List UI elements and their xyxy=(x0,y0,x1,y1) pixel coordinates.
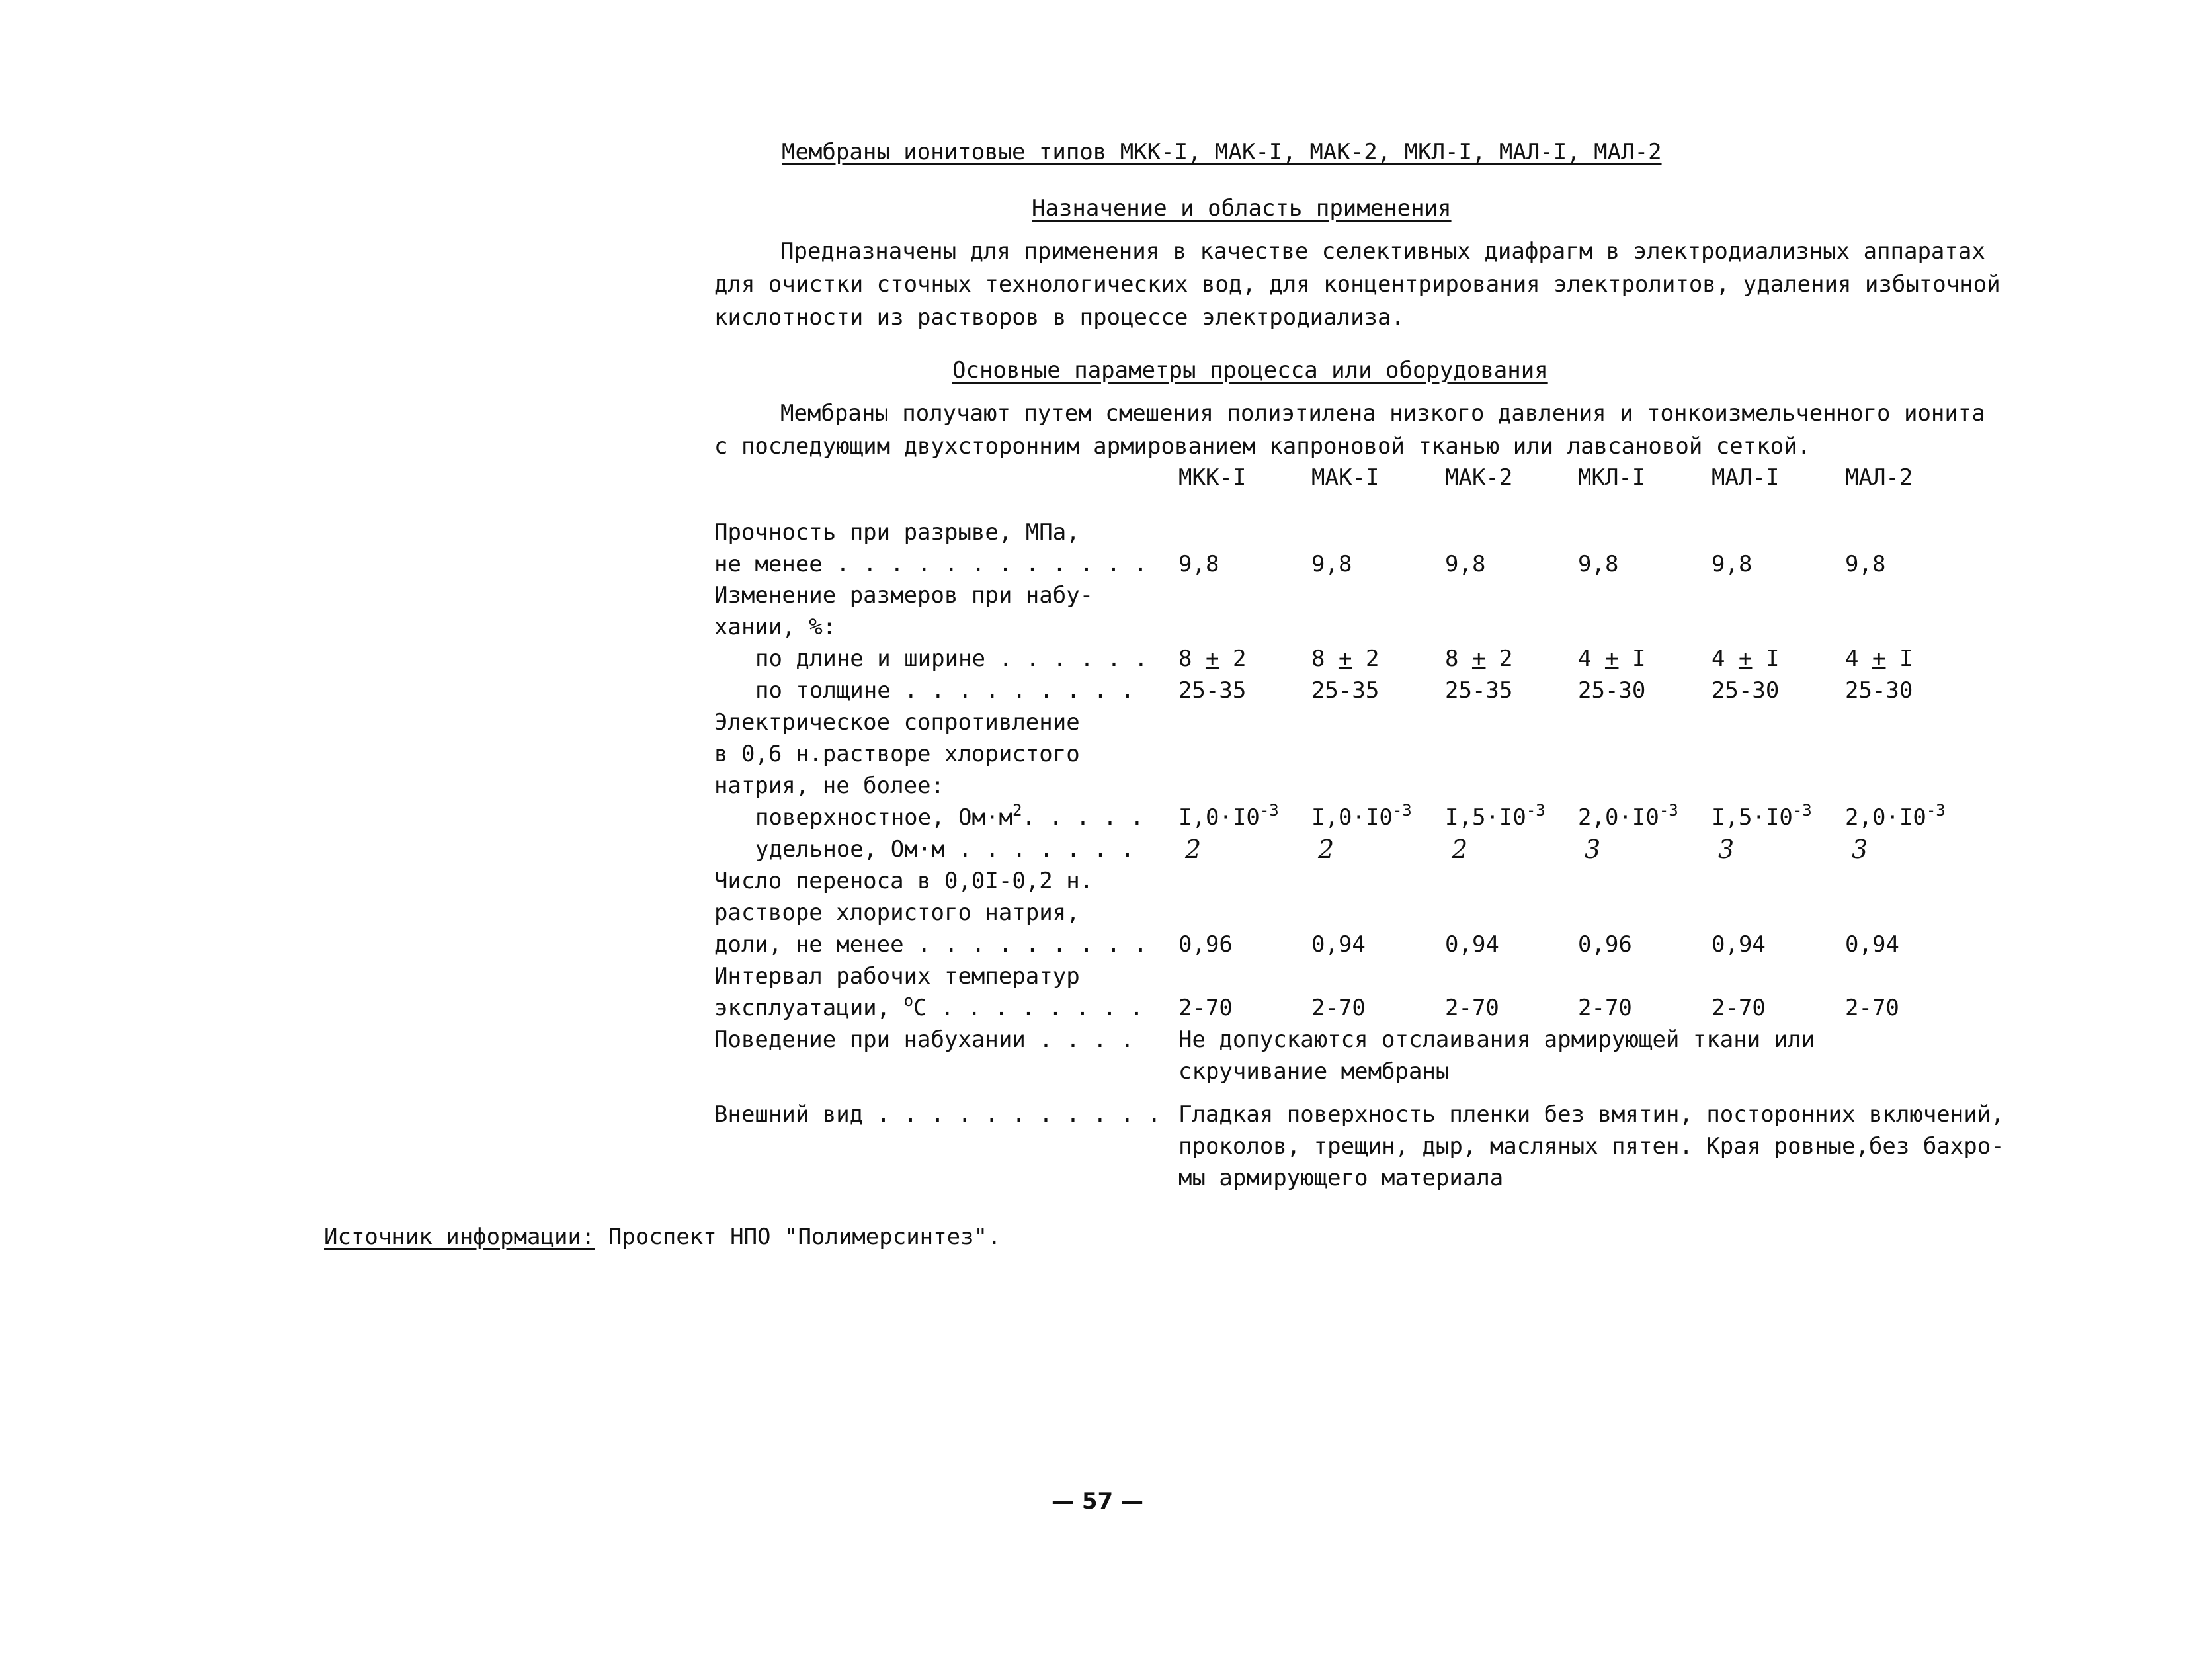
parameters-line-2: с последующим двухсторонним армированием капроновой тканью или лавсановой сеткой. xyxy=(714,433,1811,460)
table-cell: 4 + I xyxy=(1712,646,1780,672)
source-note: Источник информации: Проспект НПО "Полимерсинтез". xyxy=(324,1224,1001,1250)
table-cell: 3 xyxy=(1585,835,1601,864)
table-cell: 2 xyxy=(1318,835,1335,864)
resistance-specific-label: удельное, Ом·м . . . . . . . xyxy=(755,836,1135,862)
table-cell: 2-70 xyxy=(1311,995,1366,1021)
table-cell: 9,8 xyxy=(1311,551,1352,577)
table-cell: 2 xyxy=(1452,835,1468,864)
table-cell: 2-70 xyxy=(1445,995,1499,1021)
table-cell: 2-70 xyxy=(1178,995,1233,1021)
table-cell: 0,94 xyxy=(1445,931,1499,958)
table-cell: 25-30 xyxy=(1712,677,1780,704)
temperature-label-1: Интервал рабочих температур xyxy=(714,963,1080,989)
table-cell: 0,94 xyxy=(1845,931,1899,958)
column-header: МАК-2 xyxy=(1445,464,1513,491)
table-cell: 8 + 2 xyxy=(1311,646,1380,672)
table-cell: $I,5\cdot I0^{-3}$ xyxy=(1445,801,1546,831)
table-cell: 9,8 xyxy=(1712,551,1753,577)
transfer-label-3: доли, не менее . . . . . . . . . xyxy=(714,931,1148,958)
transfer-label-2: растворе хлористого натрия, xyxy=(714,900,1080,926)
table-cell: 4 + I xyxy=(1845,646,1913,672)
table-cell: 25-35 xyxy=(1445,677,1513,704)
behavior-text-1: Не допускаются отслаивания армирующей ткани или xyxy=(1178,1027,1815,1053)
table-cell: 2-70 xyxy=(1712,995,1766,1021)
table-cell: 4 + I xyxy=(1578,646,1646,672)
table-cell: 9,8 xyxy=(1845,551,1886,577)
table-cell: 2-70 xyxy=(1578,995,1632,1021)
behavior-label: Поведение при набухании . . . . xyxy=(714,1027,1134,1053)
table-cell: 2-70 xyxy=(1845,995,1899,1021)
table-cell: 25-35 xyxy=(1178,677,1247,704)
table-cell: 9,8 xyxy=(1445,551,1486,577)
parameters-line-1: Мембраны получают путем смешения полиэтилена низкого давления и тонкоизмельченного ионита xyxy=(780,400,1985,427)
strength-label-1: Прочность при разрыве, МПа, xyxy=(714,519,1080,546)
table-cell: 2 xyxy=(1185,835,1202,864)
behavior-text-2: скручивание мембраны xyxy=(1178,1058,1450,1085)
purpose-line-1: Предназначены для применения в качестве селективных диафрагм в электродиализных аппаратах xyxy=(780,238,1985,265)
strength-label-2: не менее . . . . . . . . . . . . xyxy=(714,551,1148,577)
column-header: МКК-I xyxy=(1178,464,1247,491)
resistance-label-1: Электрическое сопротивление xyxy=(714,709,1080,735)
table-cell: 0,96 xyxy=(1178,931,1233,958)
column-header: МАЛ-I xyxy=(1712,464,1780,491)
resistance-label-3: натрия, не более: xyxy=(714,773,944,799)
appearance-text-2: проколов, трещин, дыр, масляных пятен. Края ровные,без бахро- xyxy=(1178,1133,2004,1159)
table-cell: 3 xyxy=(1852,835,1868,864)
resistance-surface-label: поверхностное, $Ом\cdot м^2$. . . . . xyxy=(755,801,1144,831)
table-cell: 3 xyxy=(1718,835,1735,864)
table-cell: 0,94 xyxy=(1311,931,1366,958)
table-cell: 9,8 xyxy=(1178,551,1219,577)
table-cell: $I,5\cdot I0^{-3}$ xyxy=(1712,801,1812,831)
table-cell: $2,0\cdot I0^{-3}$ xyxy=(1578,801,1678,831)
resistance-label-2: в 0,6 н.растворе хлористого xyxy=(714,741,1080,767)
column-header: МАК-I xyxy=(1311,464,1380,491)
swelling-label-1: Изменение размеров при набу- xyxy=(714,582,1094,609)
table-cell: 25-35 xyxy=(1311,677,1380,704)
swelling-label-2: хании, %: xyxy=(714,614,837,640)
table-cell: 25-30 xyxy=(1845,677,1913,704)
appearance-text-1: Гладкая поверхность пленки без вмятин, посторонних включений, xyxy=(1178,1101,2004,1128)
table-cell: 25-30 xyxy=(1578,677,1646,704)
swelling-thickness-label: по толщине . . . . . . . . . xyxy=(755,677,1135,704)
appearance-label: Внешний вид . . . . . . . . . . . xyxy=(714,1101,1161,1128)
appearance-text-3: мы армирующего материала xyxy=(1178,1165,1504,1191)
table-cell: 8 + 2 xyxy=(1445,646,1513,672)
table-cell: $I,0\cdot I0^{-3}$ xyxy=(1311,801,1412,831)
table-cell: 0,94 xyxy=(1712,931,1766,958)
table-cell: 0,96 xyxy=(1578,931,1632,958)
swelling-length-label: по длине и ширине . . . . . . xyxy=(755,646,1148,672)
section-heading-parameters: Основные параметры процесса или оборудования xyxy=(952,357,1548,384)
transfer-label-1: Число переноса в 0,0I-0,2 н. xyxy=(714,868,1094,894)
purpose-line-2: для очистки сточных технологических вод, для концентрирования электролитов, удаления избыточной xyxy=(714,271,2001,298)
column-header: МАЛ-2 xyxy=(1845,464,1913,491)
document-title: Мембраны ионитовые типов МКК-I, МАК-I, МАК-2, МКЛ-I, МАЛ-I, МАЛ-2 xyxy=(782,139,1662,165)
page-number: — 57 — xyxy=(1052,1488,1143,1515)
table-cell: 8 + 2 xyxy=(1178,646,1247,672)
purpose-line-3: кислотности из растворов в процессе электродиализа. xyxy=(714,304,1405,331)
section-heading-purpose: Назначение и область применения xyxy=(1032,195,1452,222)
column-header: МКЛ-I xyxy=(1578,464,1646,491)
table-cell: $I,0\cdot I0^{-3}$ xyxy=(1178,801,1279,831)
table-cell: 9,8 xyxy=(1578,551,1619,577)
temperature-label-2: эксплуатации, $^о$С . . . . . . . . xyxy=(714,991,1144,1021)
table-cell: $2,0\cdot I0^{-3}$ xyxy=(1845,801,1946,831)
